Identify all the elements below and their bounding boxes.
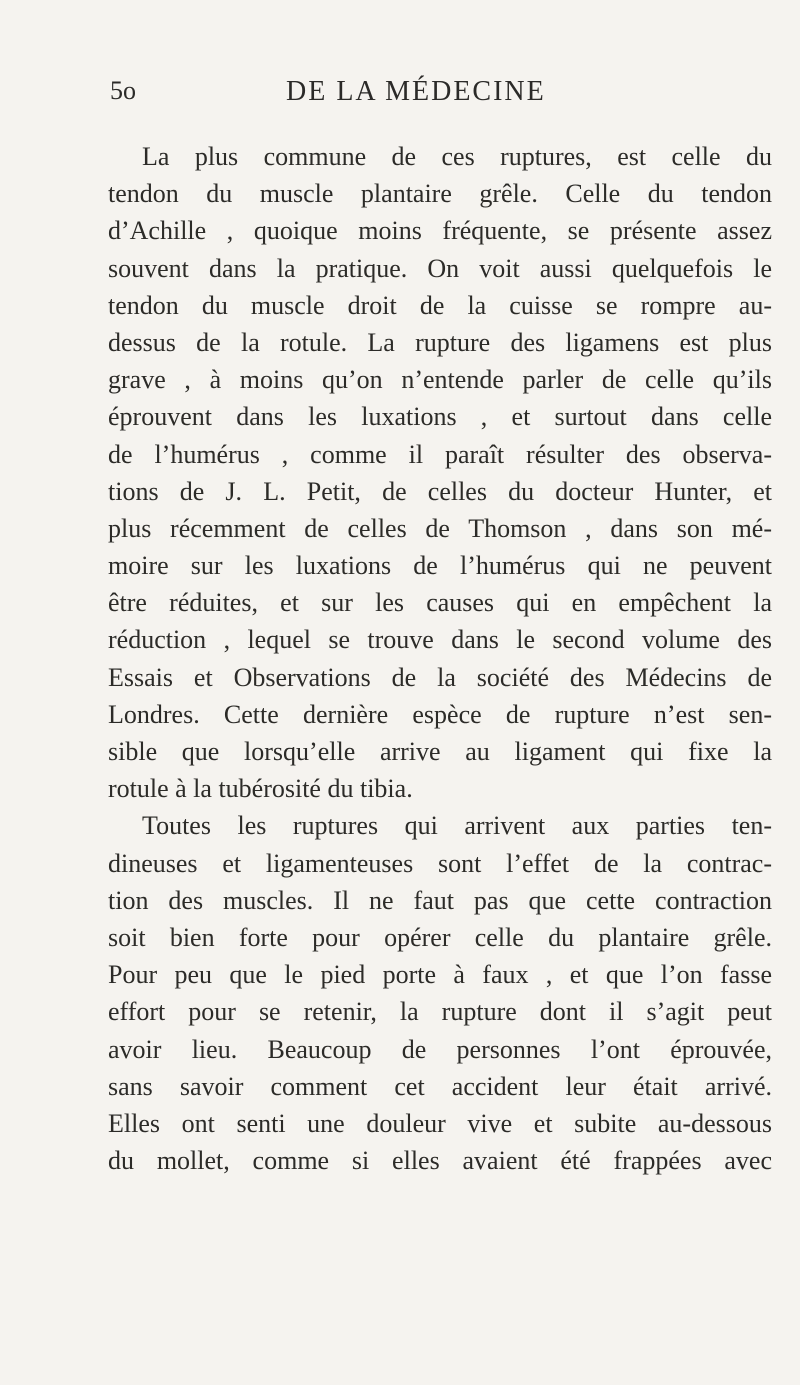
text-line: La plus commune de ces ruptures, est celle du [142, 142, 772, 171]
text-line: effort pour se retenir, la rupture dont il s’agit peut [108, 997, 772, 1027]
text-line: tion des muscles. Il ne faut pas que cette contraction [108, 885, 772, 915]
text-line: rotule à la tubérosité du tibia. [108, 774, 413, 804]
page-number: 5o [110, 76, 136, 105]
text-line: tions de J. L. Petit, de celles du docteur Hunter, et [108, 476, 772, 506]
text-line: dineuses et ligamenteuses sont l’effet de la contrac- [108, 848, 772, 878]
text-line: avoir lieu. Beaucoup de personnes l’ont éprouvée, [108, 1034, 772, 1064]
text-line: du mollet, comme si elles avaient été frappées avec [108, 1146, 772, 1176]
text-line: dessus de la rotule. La rupture des ligamens est plus [108, 327, 772, 357]
text-line: tendon du muscle droit de la cuisse se rompre au- [108, 290, 772, 320]
text-line: d’Achille , quoique moins fréquente, se présente assez [108, 216, 772, 246]
text-line: soit bien forte pour opérer celle du plantaire grêle. [108, 922, 772, 952]
text-line: Pour peu que le pied porte à faux , et que l’on fasse [108, 960, 772, 990]
page-header [110, 76, 750, 116]
text-line: grave , à moins qu’on n’entende parler de celle qu’ils [108, 365, 772, 395]
text-line: plus récemment de celles de Thomson , dans son mé- [108, 513, 772, 543]
text-line: tendon du muscle plantaire grêle. Celle du tendon [108, 179, 772, 209]
text-line: éprouvent dans les luxations , et surtout dans celle [108, 402, 772, 432]
text-line: de l’humérus , comme il paraît résulter des observa- [108, 439, 772, 469]
text-line: Elles ont senti une douleur vive et subite au-dessous [108, 1108, 772, 1138]
text-line: Londres. Cette dernière espèce de rupture n’est sen- [108, 699, 772, 729]
body-text [108, 138, 772, 1179]
text-line: moire sur les luxations de l’humérus qui ne peuvent [108, 551, 772, 581]
text-line: Toutes les ruptures qui arrivent aux parties ten- [142, 811, 772, 841]
text-line: Essais et Observations de la société des Médecins de [108, 662, 772, 692]
running-title: DE LA MÉDECINE [286, 76, 546, 107]
text-line: être réduites, et sur les causes qui en empêchent la [108, 588, 772, 618]
text-line: souvent dans la pratique. On voit aussi quelquefois le [108, 253, 772, 283]
text-line: sans savoir comment cet accident leur était arrivé. [108, 1071, 772, 1101]
text-line: sible que lorsqu’elle arrive au ligament qui fixe la [108, 737, 772, 766]
text-line: réduction , lequel se trouve dans le second volume des [108, 625, 772, 655]
